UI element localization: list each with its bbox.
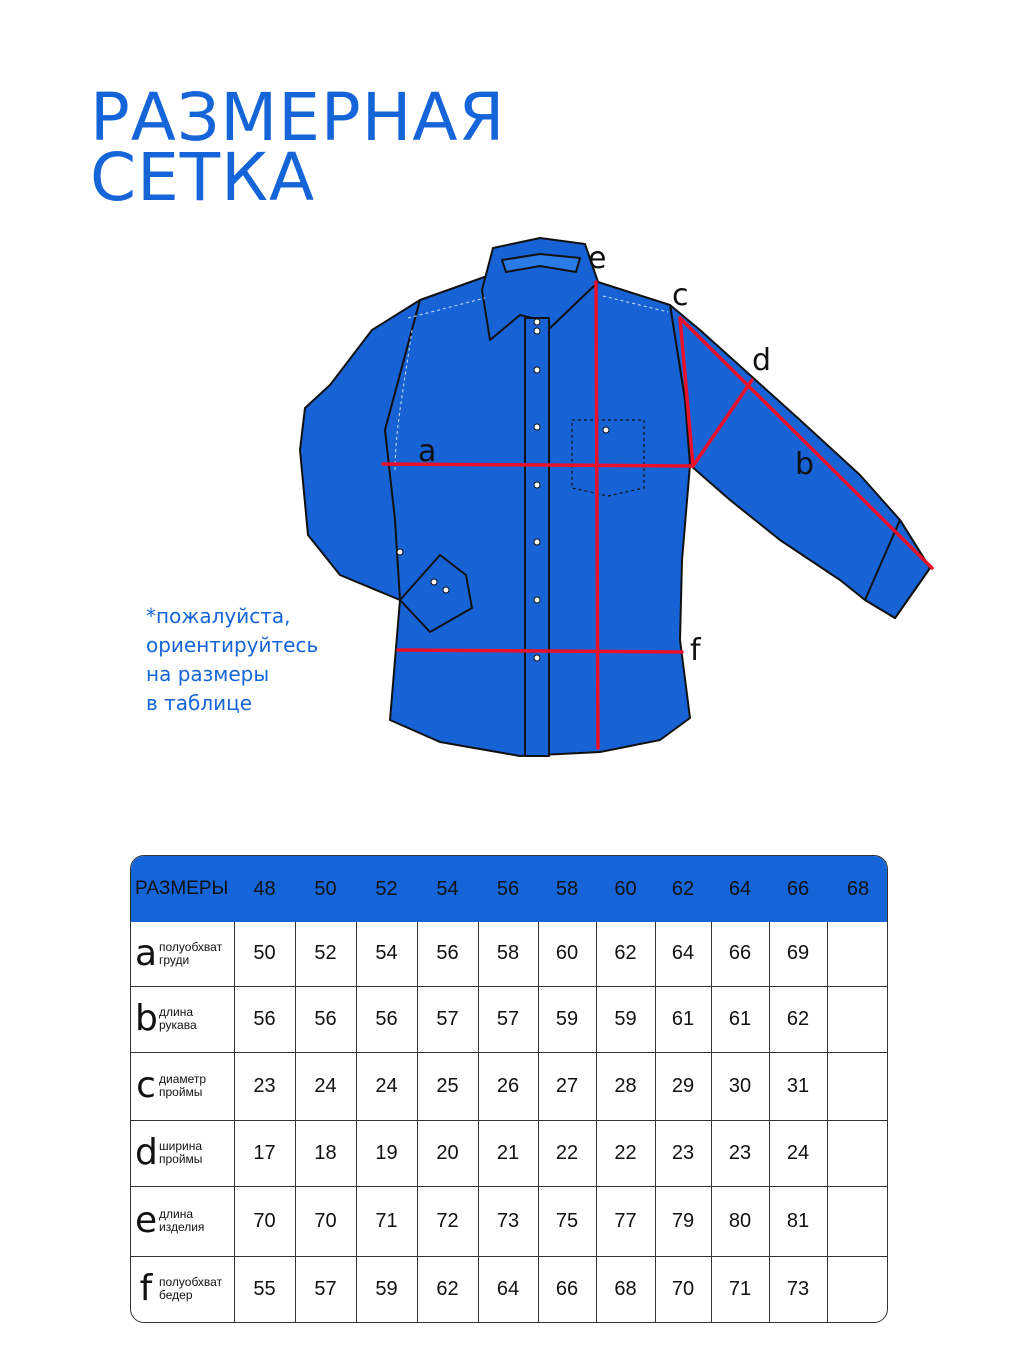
size-header-row <box>131 856 888 922</box>
row-desc-line-1: ширина <box>159 1139 203 1153</box>
row-desc-line-1: полуобхват <box>159 939 223 954</box>
table-cell: 23 <box>711 1120 769 1186</box>
table-cell <box>827 1186 888 1256</box>
table-cell: 69 <box>769 922 827 986</box>
diagram-label-a: a <box>418 434 437 469</box>
row-desc-line-1: полуобхват <box>159 1275 223 1290</box>
table-cell: 24 <box>356 1052 417 1120</box>
table-row <box>131 1052 888 1120</box>
table-cell: 77 <box>596 1186 655 1256</box>
size-header-cell: 60 <box>596 856 655 922</box>
table-cell: 28 <box>596 1052 655 1120</box>
size-header-cell: 56 <box>478 856 538 922</box>
size-header-cell: 64 <box>711 856 769 922</box>
row-desc-line-1: диаметр <box>159 1072 207 1086</box>
table-cell: 61 <box>711 986 769 1052</box>
table-cell: 57 <box>478 986 538 1052</box>
table-cell: 23 <box>655 1120 711 1186</box>
table-cell: 80 <box>711 1186 769 1256</box>
row-description <box>159 941 222 967</box>
table-row <box>131 922 888 986</box>
row-letter: d <box>135 1132 158 1173</box>
table-cell <box>827 1256 888 1322</box>
row-desc-line-2: проймы <box>159 1152 203 1166</box>
table-cell: 59 <box>538 986 596 1052</box>
table-cell: 22 <box>596 1120 655 1186</box>
table-cell: 56 <box>356 986 417 1052</box>
diagram-label-b: b <box>795 447 815 482</box>
table-cell: 70 <box>295 1186 356 1256</box>
row-letter: b <box>135 998 158 1039</box>
table-cell: 54 <box>356 922 417 986</box>
title-line-1: РАЗМЕРНАЯ <box>90 79 506 156</box>
table-cell: 68 <box>596 1256 655 1322</box>
table-cell <box>827 1120 888 1186</box>
table-cell: 27 <box>538 1052 596 1120</box>
table-cell: 58 <box>478 922 538 986</box>
table-cell: 56 <box>234 986 295 1052</box>
table-cell: 19 <box>356 1120 417 1186</box>
table-row <box>131 1120 888 1186</box>
table-cell: 56 <box>417 922 478 986</box>
size-header-cell: 68 <box>827 856 888 922</box>
row-letter: e <box>135 1200 158 1241</box>
table-cell: 71 <box>356 1186 417 1256</box>
size-table <box>131 856 888 1322</box>
size-header-cell: 62 <box>655 856 711 922</box>
row-description <box>159 1006 197 1032</box>
row-letter: a <box>135 932 158 974</box>
row-description <box>159 1208 204 1234</box>
table-cell: 21 <box>478 1120 538 1186</box>
table-cell: 64 <box>478 1256 538 1322</box>
note-line-2: ориентируйтесь <box>146 633 319 657</box>
table-cell: 81 <box>769 1186 827 1256</box>
row-desc-line-2: проймы <box>159 1085 203 1099</box>
table-cell <box>827 986 888 1052</box>
row-desc-line-1: длина <box>159 1207 194 1221</box>
shirt-placket <box>525 318 549 756</box>
table-cell: 23 <box>234 1052 295 1120</box>
table-cell: 56 <box>295 986 356 1052</box>
row-description <box>159 1276 222 1302</box>
table-cell: 73 <box>478 1186 538 1256</box>
table-cell: 25 <box>417 1052 478 1120</box>
row-desc-line-1: длина <box>159 1005 194 1019</box>
row-desc-line-2: изделия <box>159 1220 205 1234</box>
measure-line-e <box>596 282 598 748</box>
table-cell: 62 <box>596 922 655 986</box>
table-cell: 22 <box>538 1120 596 1186</box>
table-cell: 59 <box>356 1256 417 1322</box>
row-letter: c <box>136 1065 156 1106</box>
row-description <box>159 1140 202 1166</box>
table-cell: 52 <box>295 922 356 986</box>
table-cell: 75 <box>538 1186 596 1256</box>
size-table-container <box>130 855 888 1323</box>
diagram-label-c: c <box>672 278 689 313</box>
row-desc-line-2: бедер <box>159 1288 193 1303</box>
row-label <box>131 1052 234 1120</box>
size-header-cell: 52 <box>356 856 417 922</box>
row-letter: f <box>139 1268 153 1310</box>
note-line-4: в таблице <box>146 691 253 715</box>
table-cell: 57 <box>295 1256 356 1322</box>
diagram-label-e: e <box>588 241 607 276</box>
size-header-cell: 48 <box>234 856 295 922</box>
title-line-2: СЕТКА <box>90 139 316 216</box>
table-row <box>131 1256 888 1322</box>
row-label <box>131 922 234 986</box>
table-cell: 79 <box>655 1186 711 1256</box>
diagram-label-f: f <box>690 633 701 668</box>
size-header-cell: 66 <box>769 856 827 922</box>
table-cell: 70 <box>655 1256 711 1322</box>
table-cell: 18 <box>295 1120 356 1186</box>
row-label <box>131 1256 234 1322</box>
row-label <box>131 1120 234 1186</box>
size-note <box>146 602 318 718</box>
table-cell: 59 <box>596 986 655 1052</box>
table-cell: 30 <box>711 1052 769 1120</box>
measure-line-f <box>398 650 682 652</box>
note-line-1: *пожалуйста, <box>146 604 291 628</box>
row-desc-line-2: груди <box>159 952 190 967</box>
table-cell: 73 <box>769 1256 827 1322</box>
table-cell: 57 <box>417 986 478 1052</box>
sizes-header-label: РАЗМЕРЫ <box>131 856 234 922</box>
table-cell: 62 <box>417 1256 478 1322</box>
table-cell: 66 <box>711 922 769 986</box>
table-cell: 31 <box>769 1052 827 1120</box>
table-cell: 50 <box>234 922 295 986</box>
table-cell: 24 <box>295 1052 356 1120</box>
table-cell: 64 <box>655 922 711 986</box>
table-cell: 71 <box>711 1256 769 1322</box>
table-cell: 55 <box>234 1256 295 1322</box>
table-cell: 66 <box>538 1256 596 1322</box>
table-cell: 72 <box>417 1186 478 1256</box>
row-desc-line-2: рукава <box>159 1018 197 1032</box>
table-cell: 20 <box>417 1120 478 1186</box>
table-cell: 26 <box>478 1052 538 1120</box>
table-cell <box>827 922 888 986</box>
table-cell: 60 <box>538 922 596 986</box>
note-line-3: на размеры <box>146 662 270 686</box>
size-header-cell: 54 <box>417 856 478 922</box>
table-row <box>131 986 888 1052</box>
size-header-cell: 50 <box>295 856 356 922</box>
row-label <box>131 1186 234 1256</box>
table-cell: 17 <box>234 1120 295 1186</box>
table-cell <box>827 1052 888 1120</box>
table-cell: 61 <box>655 986 711 1052</box>
diagram-label-d: d <box>752 343 772 378</box>
table-row <box>131 1186 888 1256</box>
table-cell: 29 <box>655 1052 711 1120</box>
table-cell: 70 <box>234 1186 295 1256</box>
row-label <box>131 986 234 1052</box>
table-cell: 62 <box>769 986 827 1052</box>
size-header-cell: 58 <box>538 856 596 922</box>
row-description <box>159 1073 206 1099</box>
table-cell: 24 <box>769 1120 827 1186</box>
